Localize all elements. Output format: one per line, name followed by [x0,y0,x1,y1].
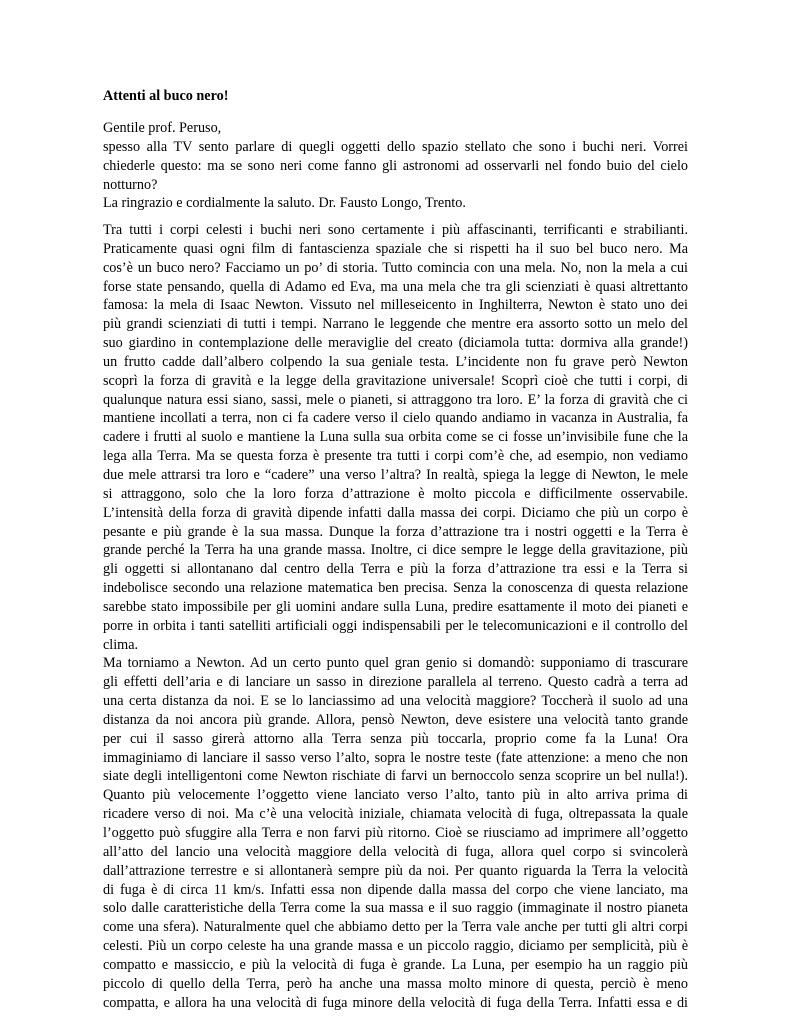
answer-text-line: all’atto del lancio una velocità maggiore della velocità di fuga, allora quel corpo si svincolerà [103,843,688,860]
answer-text-line: indebolisce secondo una relazione matematica ben precisa. Senza la conoscenza di questa relazione [103,580,688,597]
answer-text-line: per cui il sasso girerà attorno alla Terra senza più toccarla, proprio come fa la Luna! Ora [103,730,688,747]
answer-text-line: pesante e più grande è la sua massa. Dunque la forza d’attrazione tra i nostri oggetti e la Terra è [103,523,688,540]
answer-text-line: Tra tutti i corpi celesti i buchi neri sono certamente i più affascinanti, terrificanti e strabilianti. [103,222,688,238]
letter-text-line: Gentile prof. Peruso, [103,120,222,136]
answer-text-line: immaginiamo di lanciare il sasso verso l’alto, sopra le nostre teste (fate attenzione: a meno che non [103,749,688,766]
answer-text-line: più grandi scienziati di tutti i tempi. Narrano le leggende che mentre era assorto sotto un melo del [103,316,688,333]
answer-text-line: cadere i frutti al suolo e mantiene la Luna sulla sua orbita come se ci fosse un’invisibile fune che la [103,429,688,446]
answer-text-line: ricadere verso di noi. Ma c’è una velocità iniziale, chiamata velocità di fuga, oltrepassata la quale [103,806,688,823]
answer-text-line: come una sfera). Naturalmente quel che abbiamo detto per la Terra vale anche per tutti gli altri corpi [103,919,688,936]
answer-text-line: gli oggetti si allontanano dal centro della Terra e più la forza d’attrazione tra essi e la Terra si [103,561,688,578]
answer-text-line: Quanto più velocemente l’oggetto viene lanciato verso l’alto, tanto più in alto arriva prima di [103,787,688,804]
answer-text-line: porre in orbita i tanti satelliti artificiali oggi indispensabili per le telecomunicazioni e il controllo del [103,617,688,634]
answer-text-line: Praticamente quasi ogni film di fantascienza spaziale che si rispetti ha il suo bel buco nero. Ma [103,240,688,257]
answer-text-line: solo dalle caratteristiche della Terra come la sua massa e il suo raggio (immaginate il nostro pianeta [103,900,688,917]
letter-text-line: notturno? [103,176,158,193]
answer-text-line: gli effetti dell’aria e di lanciare un sasso in direzione parallela al terreno. Questo cadrà a terra ad [103,674,688,691]
answer-text-line: qualunque natura essi siano, sassi, mele o pianeti, si attraggono tra loro. E’ la forza di gravità che ci [103,391,688,408]
answer-text-line: compatta, e allora ha una velocità di fuga minore della velocità di fuga della Terra. Infatti essa e di [103,994,688,1011]
answer-text-line: siate degli intelligentoni come Newton rischiate di farvi un bernoccolo senza scoprire un bel nulla!). [103,768,688,785]
answer-text-line: famosa: la mela di Isaac Newton. Vissuto nel milleseicento in Inghilterra, Newton è stato uno dei [103,297,688,314]
answer-text-line: si attraggono, solo che la loro forza d’attrazione è molto piccola e difficilmente osservabile. [103,485,688,502]
answer-text-line: grande perché la Terra ha una grande massa. Inoltre, ci dice sempre le legge della gravitazione, più [103,542,688,559]
reader-letter [103,119,688,213]
answer-text-line: mantiene incollati a terra, non ci fa cadere verso il cielo quando andiamo in vacanza in Australia, fa [103,410,688,427]
answer-text-line: piccolo di quello della Terra, però ha anche una massa molto minore di questa, perciò è meno [103,975,688,992]
answer-text-line: scoprì la forza di gravità e la legge della gravitazione universale! Scoprì cioè che tutti i corpi, di [103,372,688,389]
letter-text-line: La ringrazio e cordialmente la saluto. Dr. Fausto Longo, Trento. [103,195,466,212]
answer-text-line: una certa distanza da noi. E se lo lanciassimo ad una velocità maggiore? Toccherà il suolo ad una [103,693,688,710]
answer-text-line: due mele attrarsi tra loro e “cadere” una verso l’altra? In realtà, spiega la legge di Newton, le mele [103,466,688,483]
answer-text-line: L’intensità della forza di gravità dipende infatti dalla massa dei corpi. Diciamo che più un corpo è [103,504,688,521]
answer-text-line: suo giardino in contemplazione delle meraviglie del creato (diciamola tutta: dormiva alla grande!) [103,335,688,352]
page-title: Attenti al buco nero! [103,88,229,104]
answer-text-line: lega alla Terra. Ma se questa forza è presente tra tutti i corpi com’è che, ad esempio, non vediamo [103,448,688,465]
answer-text-line: cos’è un buco nero? Facciamo un po’ di storia. Tutto comincia con una mela. No, non la mela a cui [103,259,688,276]
letter-text-line: spesso alla TV sento parlare di quegli oggetti dello spazio stellato che sono i buchi neri. Vorrei [103,138,688,155]
answer-text-line: distanza da noi ancora più grande. Allora, pensò Newton, deve esistere una velocità tanto grande [103,711,688,728]
answer-text-line: dall’attrazione terrestre e si allontanerà sempre più da noi. Per quanto riguarda la Terra la velocità [103,862,688,879]
letter-text-line: chiederle questo: ma se sono neri come fanno gli astronomi ad osservarli nel fondo buio del cielo [103,157,688,174]
answer-text-line: compatto e massiccio, e più la velocità di fuga è grande. La Luna, per esempio ha un raggio più [103,956,688,973]
answer-text-line: un frutto cadde dall’albero colpendo la sua geniale testa. L’incidente non fu grave però Newton [103,353,688,370]
answer-text-line: l’oggetto può sfuggire alla Terra e non farvi più ritorno. Cioè se riusciamo ad imprimere all’oggetto [103,825,688,841]
answer-text-line: sarebbe stato impossibile per gli uomini andare sulla Luna, predire esattamente il moto dei pianeti e [103,598,688,615]
answer-text-line: Ma torniamo a Newton. Ad un certo punto quel gran genio si domandò: supponiamo di trascurare [103,655,688,672]
answer-text-line: di fuga è di circa 11 km/s. Infatti essa non dipende dalla massa del corpo che viene lanciato, ma [103,881,688,898]
answer-text-line: forse state pensando, quella di Adamo ed Eva, ma una mela che tra gli scienziati è quasi altrettanto [103,278,688,295]
answer-text-line: clima. [103,636,139,653]
answer-text-line: celesti. Più un corpo celeste ha una grande massa e un piccolo raggio, diciamo per semplicità, più è [103,938,688,955]
answer-body [103,221,688,1012]
